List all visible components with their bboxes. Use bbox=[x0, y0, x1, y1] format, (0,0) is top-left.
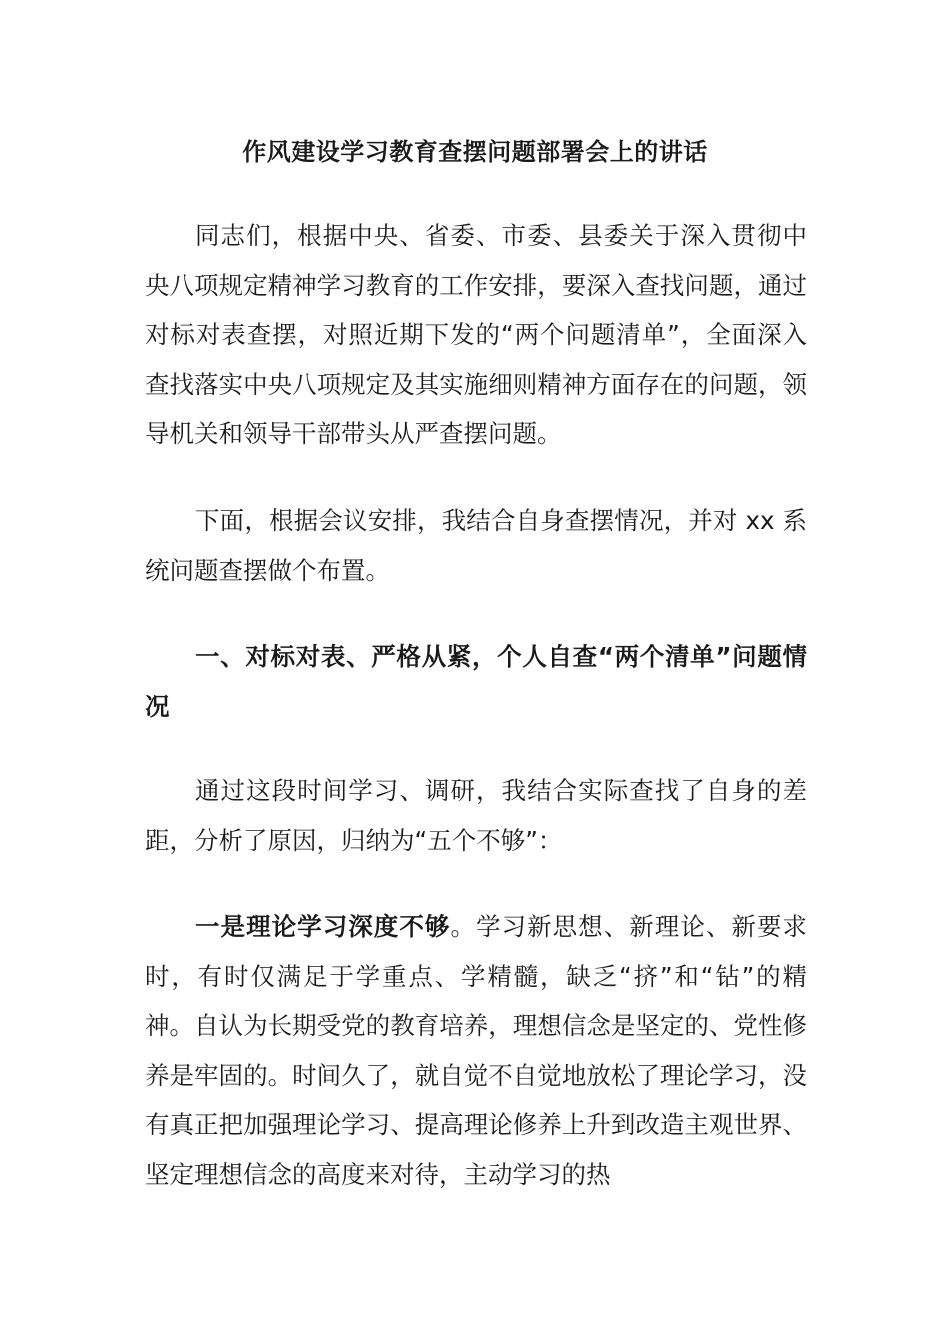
page-title: 作风建设学习教育查摆问题部署会上的讲话 bbox=[242, 138, 708, 166]
point-one-body: 。学习新思想、新理论、新要求时，有时仅满足于学重点、学精髓，缺乏“挤”和“钻”的精神。自认为长期受党的教育培养，理想信念是坚定的、党性修养是牢固的。时间久了，就自觉不自觉地放松了理论学习，没有真正把加强理论学习、提高理论修养上升到改造主观世界、坚定理想信念的高度来对待，主动学习的热 bbox=[145, 912, 808, 1189]
paragraph-self-check: 通过这段时间学习、调研，我结合实际查找了自身的差距，分析了原因，归纳为“五个不够”： bbox=[145, 776, 807, 855]
paragraph-point-one bbox=[145, 902, 807, 1199]
section-heading-one: 一、对标对表、严格从紧，个人自查“两个清单”问题情况 bbox=[145, 642, 807, 721]
point-one-lead: 一是理论学习深度不够 bbox=[195, 912, 451, 941]
paragraph-arrangement: 下面，根据会议安排，我结合自身查摆情况，并对 xx 系统问题查摆做个布置。 bbox=[145, 506, 807, 585]
paragraph-opening: 同志们，根据中央、省委、市委、县委关于深入贯彻中央八项规定精神学习教育的工作安排，要深入查找问题，通过对标对表查摆，对照近期下发的“两个问题清单”，全面深入查找落实中央八项规定及其实施细则精神方面存在的问题，领导机关和领导干部带头从严查摆问题。 bbox=[145, 221, 807, 448]
